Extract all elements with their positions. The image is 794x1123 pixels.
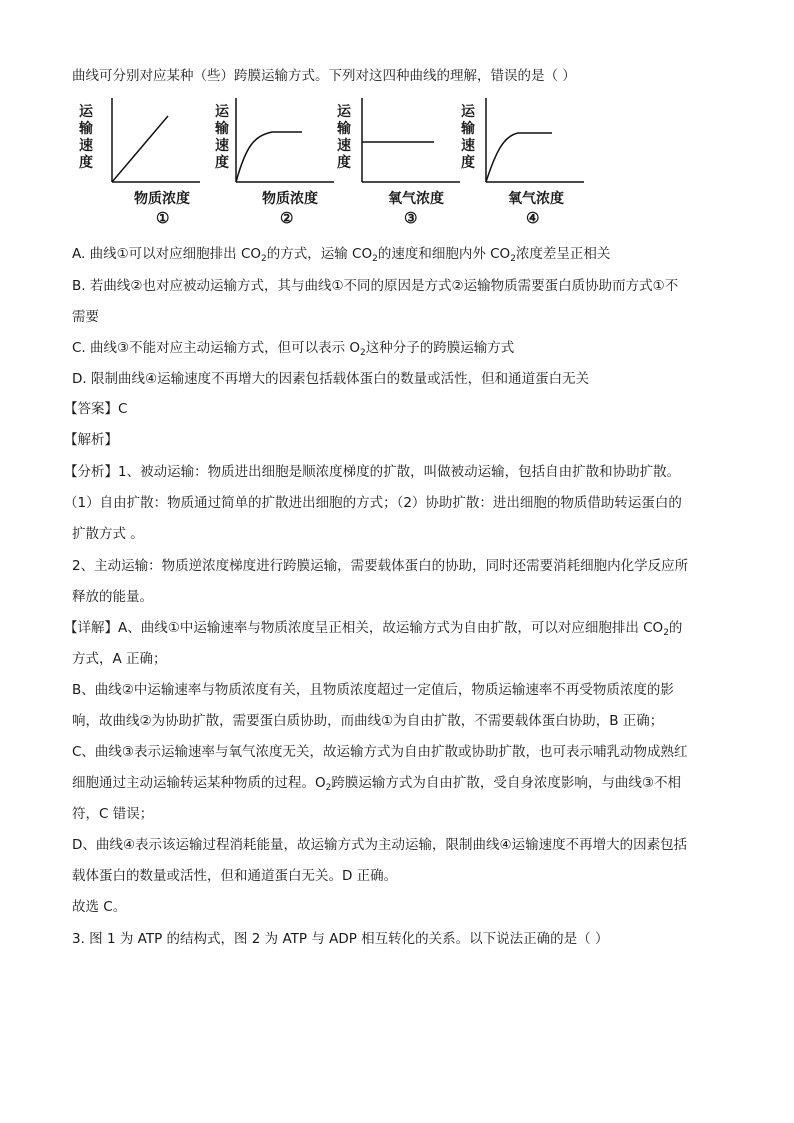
next-question: 3. 图 1 为 ATP 的结构式，图 2 为 ATP 与 ADP 相互转化的关系。以下说法正确的是（ ）	[72, 931, 609, 947]
option-b-cont: 需要	[72, 309, 99, 325]
option-d: D. 限制曲线④运输速度不再增大的因素包括载体蛋白的数量或活性，但和通道蛋白无关	[72, 371, 590, 387]
detail-line-4: 响，故曲线②为协助扩散，需要蛋白质协助，而曲线①为自由扩散，不需要载体蛋白协助，B 正确；	[72, 713, 664, 729]
option-b: B. 若曲线②也对应被动运输方式，其与曲线①不同的原因是方式②运输物质需要蛋白质协助而方式①不	[72, 278, 679, 294]
detail-conclusion: 故选 C。	[72, 899, 127, 915]
analysis-line-5: 释放的能量。	[72, 589, 153, 605]
graph-4-number: ④	[526, 209, 540, 227]
graph-1-number: ①	[156, 209, 170, 227]
graph-1	[78, 96, 208, 236]
question-intro: 曲线可分别对应某种（些）跨膜运输方式。下列对这四种曲线的理解，错误的是（ ）	[72, 68, 576, 84]
graph-2-plot	[226, 96, 336, 186]
detail-line-5: C、曲线③表示运输速率与氧气浓度无关，故运输方式为自由扩散或协助扩散，也可表示哺乳动物成熟红	[72, 744, 688, 760]
analysis-line-4: 2、主动运输：物质逆浓度梯度进行跨膜运输，需要载体蛋白的协助，同时还需要消耗细胞内化学反应所	[72, 558, 689, 574]
detail-line-7: 符，C 错误；	[72, 806, 154, 822]
analysis-line-2: （1）自由扩散：物质通过简单的扩散进出细胞的方式；（2）协助扩散：进出细胞的物质借助转运蛋白的	[64, 495, 682, 511]
option-a: A. 曲线①可以对应细胞排出 $CO_2$的方式，运输 $CO_2$的速度和细胞内外 $CO_2$浓度差呈正相关	[72, 246, 611, 264]
graph-4-curve	[486, 133, 552, 182]
graph-3-ylabel: 运 输 速 度	[337, 104, 351, 171]
graph-1-plot	[102, 96, 202, 186]
graph-1-curve	[112, 116, 168, 182]
detail-line-6: 细胞通过主动运输转运某种物质的过程。$O_2$跨膜运输方式为自由扩散，受自身浓度影响，与曲线③不相	[72, 775, 681, 793]
analysis-heading: 【解析】	[64, 432, 118, 448]
graph-2-curve	[236, 132, 302, 182]
answer: 【答案】C	[64, 401, 128, 417]
graph-3-xlabel: 氧气浓度	[388, 191, 444, 207]
option-c: C. 曲线③不能对应主动运输方式，但可以表示 $O_2$这种分子的跨膜运输方式	[72, 340, 515, 358]
graph-3	[336, 96, 466, 236]
detail-line-2: 方式，A 正确；	[72, 651, 167, 667]
graph-2-number: ②	[280, 209, 294, 227]
graph-3-number: ③	[404, 209, 418, 227]
graph-4-plot	[476, 96, 586, 186]
graph-2-ylabel: 运 输 速 度	[215, 104, 229, 171]
detail-line-8: D、曲线④表示该运输过程消耗能量，故运输方式为主动运输，限制曲线④运输速度不再增大的因素包括	[72, 837, 688, 853]
detail-line-3: B、曲线②中运输速率与物质浓度有关，且物质浓度超过一定值后，物质运输速率不再受物质浓度的影	[72, 682, 674, 698]
graph-2-xlabel: 物质浓度	[262, 191, 318, 207]
graph-1-ylabel: 运 输 速 度	[79, 104, 93, 171]
graph-4	[460, 96, 590, 236]
graphs-figure	[72, 96, 722, 236]
graph-1-xlabel: 物质浓度	[134, 191, 190, 207]
graph-2	[210, 96, 340, 236]
graph-4-ylabel: 运 输 速 度	[461, 104, 475, 171]
analysis-line-3: 扩散方式 。	[72, 526, 144, 542]
graph-4-xlabel: 氧气浓度	[508, 191, 564, 207]
detail-line-1: 【详解】A、曲线①中运输速率与物质浓度呈正相关，故运输方式为自由扩散，可以对应细胞排出 $CO_2$的	[64, 620, 683, 638]
detail-line-9: 载体蛋白的数量或活性，但和通道蛋白无关。D 正确。	[72, 868, 398, 884]
analysis-line-1: 【分析】1、被动运输：物质进出细胞是顺浓度梯度的扩散，叫做被动运输，包括自由扩散和协助扩散。	[64, 464, 681, 480]
graph-3-plot	[352, 96, 462, 186]
